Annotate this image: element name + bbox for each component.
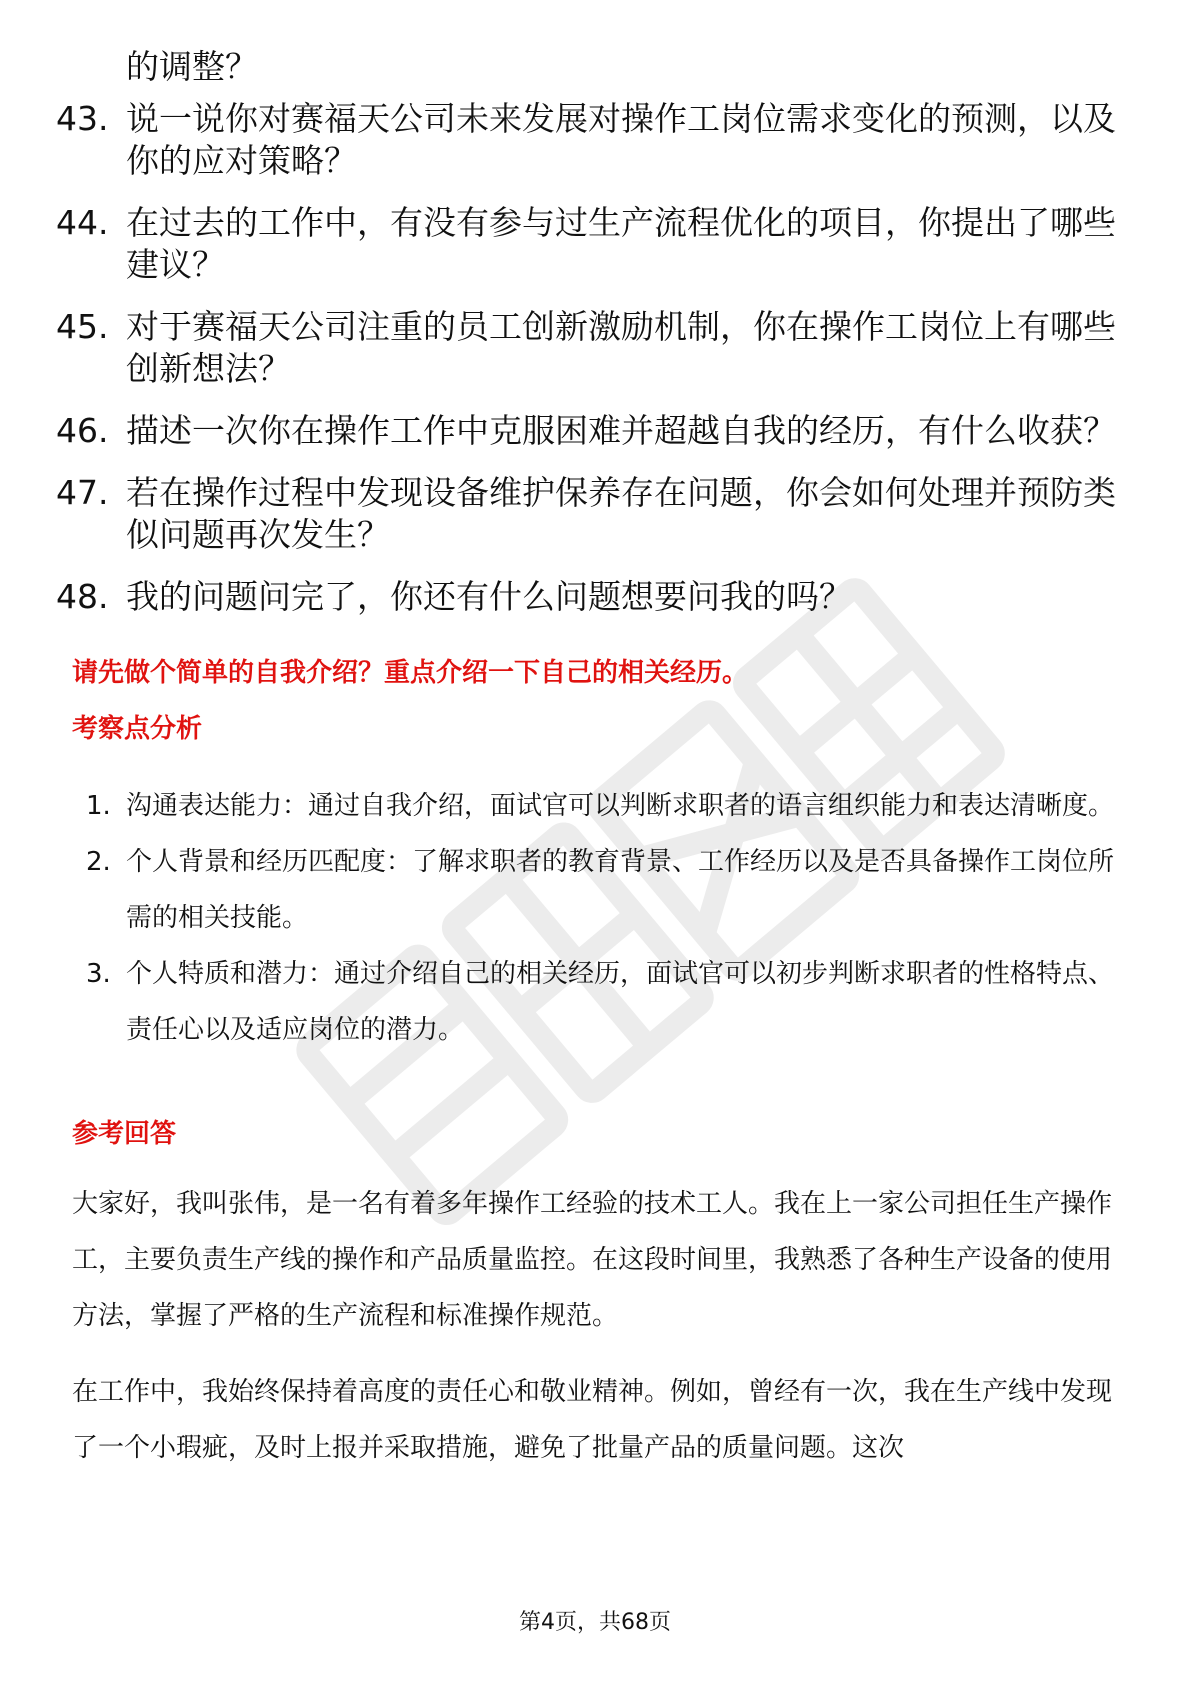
question-text: 说一说你对赛福天公司未来发展对操作工岗位需求变化的预测，以及你的应对策略？ (126, 99, 1116, 180)
question-number: 44. (56, 203, 109, 242)
analysis-heading: 考察点分析 (72, 714, 203, 744)
analysis-text: 个人特质和潜力：通过介绍自己的相关经历，面试官可以初步判断求职者的性格特点、责任心以及适应岗位的潜力。 (126, 959, 1115, 1045)
answer-heading: 参考回答 (72, 1119, 177, 1149)
analysis-text: 沟通表达能力：通过自我介绍，面试官可以判断求职者的语言组织能力和表达清晰度。 (126, 791, 1115, 821)
question-text: 若在操作过程中发现设备维护保养存在问题，你会如何处理并预防类似问题再次发生？ (126, 473, 1116, 554)
question-number: 45. (56, 307, 109, 346)
question-continuation: 的调整？ (126, 47, 258, 86)
question-item (56, 98, 1136, 182)
analysis-number: 3. (86, 959, 111, 989)
question-item (56, 306, 1136, 390)
question-number: 47. (56, 473, 109, 512)
question-item (56, 410, 1136, 452)
question-item (56, 472, 1136, 556)
question-text: 对于赛福天公司注重的员工创新激励机制，你在操作工岗位上有哪些创新想法？ (126, 307, 1116, 388)
question-item (56, 202, 1136, 286)
question-number: 46. (56, 411, 109, 450)
answer-paragraph: 大家好，我叫张伟，是一名有着多年操作工经验的技术工人。我在上一家公司担任生产操作工，主要负责生产线的操作和产品质量监控。在这段时间里，我熟悉了各种生产设备的使用方法，掌握了严格的生产流程和标准操作规范。 (72, 1189, 1113, 1331)
analysis-item (72, 834, 1132, 946)
question-number: 48. (56, 577, 109, 616)
analysis-item (72, 778, 1132, 834)
page-footer: 第4页，共68页 (519, 1610, 671, 1635)
question-text: 在过去的工作中，有没有参与过生产流程优化的项目，你提出了哪些建议？ (126, 203, 1116, 284)
featured-question: 请先做个简单的自我介绍？重点介绍一下自己的相关经历。 (72, 658, 749, 688)
answer-paragraph: 在工作中，我始终保持着高度的责任心和敬业精神。例如，曾经有一次，我在生产线中发现了一个小瑕疵，及时上报并采取措施，避免了批量产品的质量问题。这次 (72, 1377, 1113, 1463)
analysis-list (72, 778, 1132, 1058)
analysis-number: 2. (86, 847, 111, 877)
analysis-text: 个人背景和经历匹配度：了解求职者的教育背景、工作经历以及是否具备操作工岗位所需的相关技能。 (126, 847, 1115, 933)
analysis-number: 1. (86, 791, 111, 821)
question-item (56, 576, 1136, 618)
question-text: 我的问题问完了，你还有什么问题想要问我的吗？ (126, 577, 852, 616)
question-list (56, 46, 1136, 638)
analysis-item (72, 946, 1132, 1058)
question-number: 43. (56, 99, 109, 138)
question-text: 描述一次你在操作工作中克服困难并超越自我的经历，有什么收获？ (126, 411, 1116, 450)
